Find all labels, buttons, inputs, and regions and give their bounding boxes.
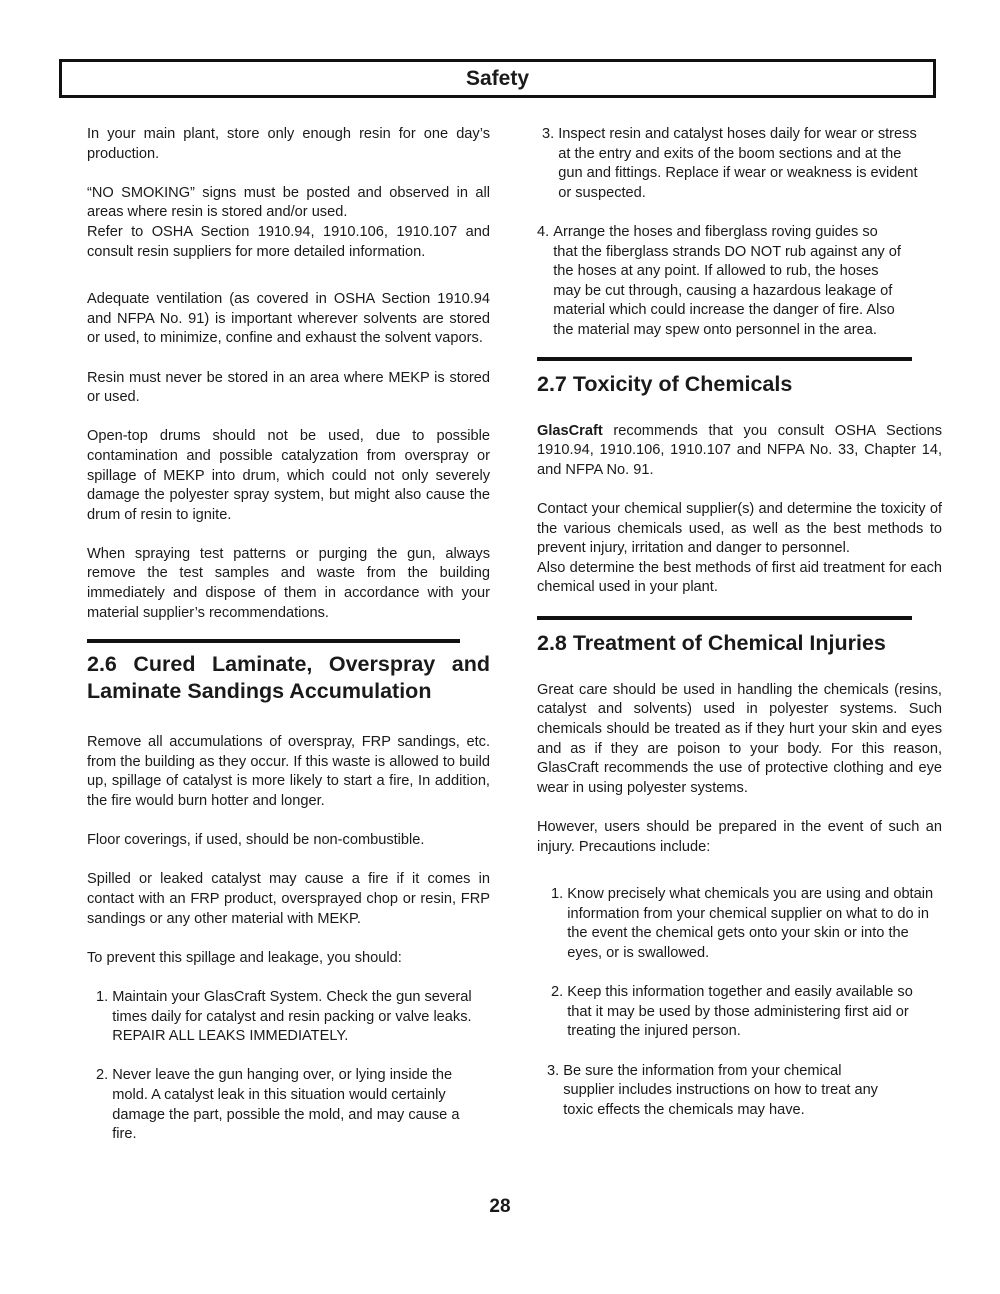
list-item-number: 1. <box>96 988 109 1005</box>
paragraph-open-top-drums: Open-top drums should not be used, due to possible contamination and possible catalyzation from overspray or spillage of MEKP into drum, which could not only severely damage the polyester spray system, but might also cause the drum of resin to ignite. <box>87 428 490 523</box>
list-item-text: Know precisely what chemicals you are using and obtain information from your chemical supplier on what to do in the event the chemical gets onto your skin or into the eyes, or is swallowed. <box>567 886 934 961</box>
brand-name: GlasCraft <box>537 422 603 439</box>
paragraph-osha-sections: GlasCraft recommends that you consult OSHA Sections 1910.94, 1910.106, 1910.107 and NFPA No. 33, Chapter 14, and NFPA No. 91. <box>537 422 942 478</box>
list-item-number: 3. <box>547 1062 560 1079</box>
paragraph-remove-accumulations: Remove all accumulations of overspray, FRP sandings, etc. from the building as they occur. If this waste is allowed to build up, spillage of catalyst is more likely to start a fire, In addition, the fire would burn hotter and longer. <box>87 734 490 810</box>
paragraph-contact-supplier: Contact your chemical supplier(s) and determine the toxicity of the various chemicals used, as well as the best methods to prevent injury, irritation and danger to personnel. <box>537 500 942 557</box>
list-item-text: Keep this information together and easily available so that it may be used by those administering first aid or treating the injured person. <box>567 984 913 1040</box>
list-item-number: 1. <box>551 886 564 903</box>
page-title: Safety <box>465 66 530 90</box>
list-item <box>537 1062 942 1121</box>
list-item <box>537 223 942 341</box>
paragraph-spilled-catalyst: Spilled or leaked catalyst may cause a fire if it comes in contact with an FRP product, oversprayed chop or resin, FRP sandings or any other material with MEKP. <box>87 871 490 927</box>
page-header-box <box>59 59 936 98</box>
list-item-number: 4. <box>537 223 550 240</box>
left-column <box>87 125 490 1145</box>
paragraph-no-smoking: “NO SMOKING” signs must be posted and observed in all areas where resin is stored and/or used. <box>87 184 490 221</box>
section-divider <box>537 616 912 620</box>
paragraph-resin-storage: In your main plant, store only enough resin for one day’s production. <box>87 126 490 162</box>
list-item-text: Arrange the hoses and fiberglass roving guides so that the fiberglass strands DO NOT rub against any of the hoses at any point. If allowed to rub, the hoses may be cut through, causing a hazardous leakage of material which could increase the danger of fire. Also the material may spew onto personnel in the area. <box>553 223 901 338</box>
paragraph-floor-coverings: Floor coverings, if used, should be non-combustible. <box>87 832 425 849</box>
paragraph-precautions: However, users should be prepared in the event of such an injury. Precautions include: <box>537 819 942 855</box>
section-heading-2-8: 2.8 Treatment of Chemical Injuries <box>537 630 886 655</box>
list-item-number: 2. <box>96 1067 109 1084</box>
list-item <box>87 1066 490 1144</box>
list-item-number: 2. <box>551 984 564 1001</box>
paragraph-osha-reference: Refer to OSHA Section 1910.94, 1910.106, 1910.107 and consult resin suppliers for more detailed information. <box>87 223 490 260</box>
paragraph-ventilation: Adequate ventilation (as covered in OSHA Section 1910.94 and NFPA No. 91) is important wherever solvents are stored or used, to minimize, confine and exhaust the solvent vapors. <box>87 291 490 347</box>
section-heading-2-7: 2.7 Toxicity of Chemicals <box>537 371 793 396</box>
section-divider <box>87 639 460 643</box>
list-item-text: Inspect resin and catalyst hoses daily for wear or stress at the entry and exits of the boom sections and at the gun and fittings. Replace if wear or weakness is evident or suspected. <box>558 126 918 201</box>
list-item-text: Never leave the gun hanging over, or lying inside the mold. A catalyst leak in this situation would certainly damage the part, possible the mold, and may cause a fire. <box>112 1067 460 1143</box>
paragraph-first-aid: Also determine the best methods of first aid treatment for each chemical used in your plant. <box>537 559 942 596</box>
paragraph-great-care: Great care should be used in handling the chemicals (resins, catalyst and solvents) used in polyester systems. Such chemicals should be treated as if they hurt your skin and eyes and as if they are poison to your body. For this reason, GlasCraft recommends the use of protective clothing and eye wear in using polyester systems. <box>537 681 942 796</box>
list-item <box>87 988 490 1047</box>
list-item-text: Maintain your GlasCraft System. Check the gun several times daily for catalyst and resin packing or valve leaks. REPAIR ALL LEAKS IMMEDIATELY. <box>112 988 472 1045</box>
list-item <box>537 983 942 1042</box>
paragraph-mekp-storage: Resin must never be stored in an area where MEKP is stored or used. <box>87 369 490 406</box>
list-item <box>537 885 942 963</box>
paragraph-test-patterns: When spraying test patterns or purging the gun, always remove the test samples and waste from the building immediately and dispose of them in accordance with your material supplier’s recommendations. <box>87 545 490 621</box>
right-column <box>537 125 942 1120</box>
section-heading-2-6: 2.6 Cured Laminate, Overspray and Laminate Sandings Accumulation <box>87 652 490 704</box>
list-item-number: 3. <box>542 126 555 142</box>
page-number: 28 <box>489 1196 511 1217</box>
list-item <box>537 125 942 203</box>
paragraph-prevent-spillage: To prevent this spillage and leakage, you should: <box>87 949 402 966</box>
section-divider <box>537 357 912 361</box>
list-item-text: Be sure the information from your chemical supplier includes instructions on how to treat any toxic effects the chemicals may have. <box>563 1062 878 1118</box>
